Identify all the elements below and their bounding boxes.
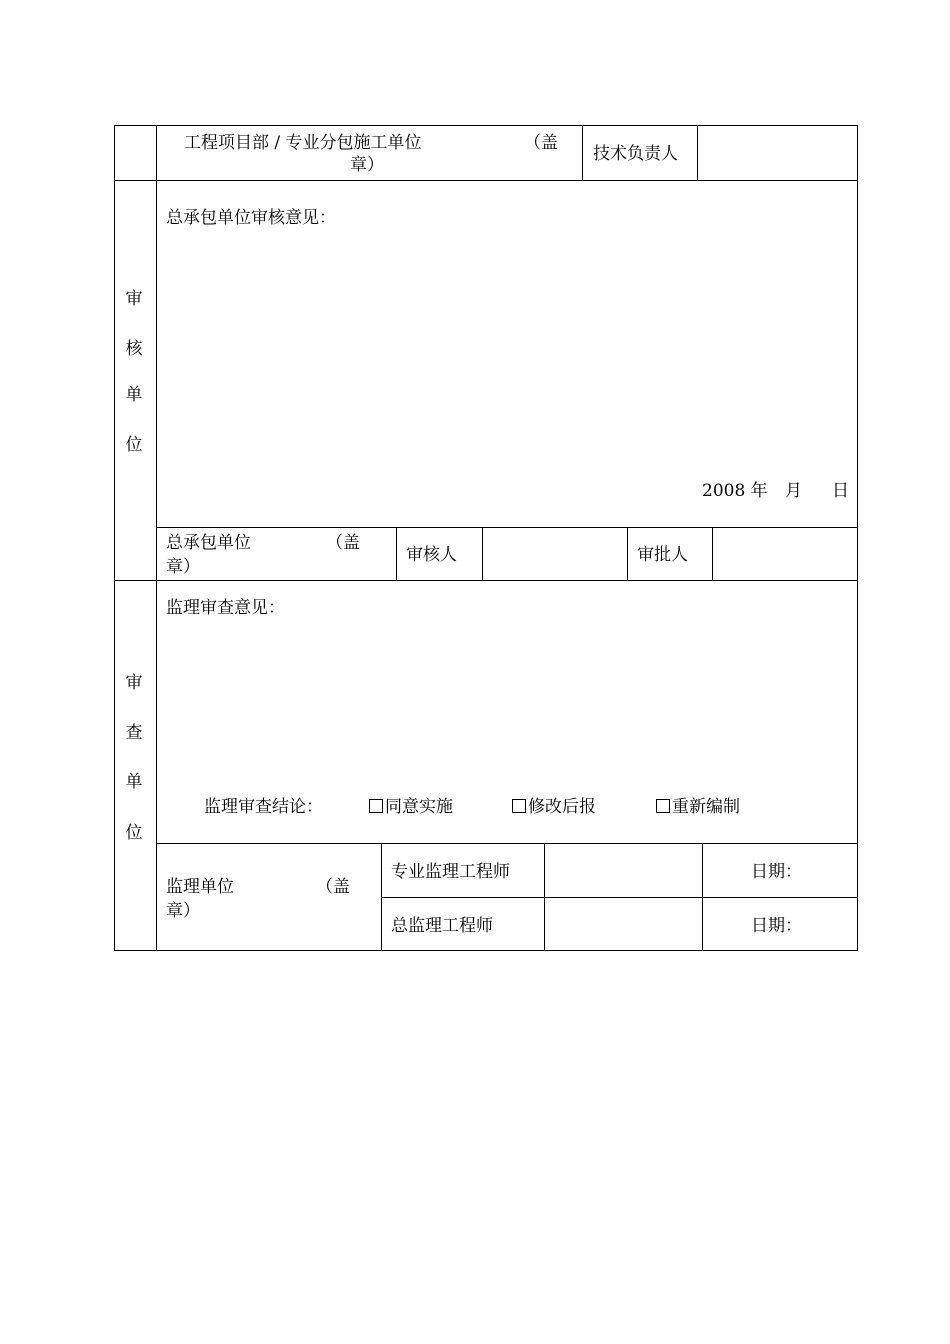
specialist-date-label: 日期： (751, 862, 802, 882)
inspection-side-char-3: 单 (125, 772, 143, 792)
supervisor-seal-close: 章） (166, 901, 200, 921)
option-agree-label: 同意实施 (385, 797, 453, 817)
inspection-side-char-1: 审 (125, 673, 143, 693)
frame-top (114, 125, 858, 126)
unit-label: 工程项目部 / 专业分包施工单位 (184, 133, 422, 153)
checkbox-agree[interactable] (369, 799, 383, 813)
tech-lead-value[interactable] (708, 143, 848, 165)
seal-close: 章） (350, 155, 384, 175)
option-revise-label: 修改后报 (528, 797, 596, 817)
review-divider-a (396, 527, 397, 581)
review-side-char-3: 单 (125, 385, 143, 405)
review-divider-c (627, 527, 628, 581)
review-side-char-2: 核 (125, 339, 143, 359)
option-agree[interactable] (369, 796, 453, 818)
frame-bottom (114, 950, 858, 951)
row1-divider-a (582, 125, 583, 181)
contractor-seal-open: （盖 (326, 533, 360, 553)
row1-divider-b (697, 125, 698, 181)
inspection-side-char-2: 查 (125, 723, 143, 743)
review-side-char-1: 审 (125, 289, 143, 309)
approver-value[interactable] (722, 544, 847, 566)
inspection-divider-b (544, 843, 545, 951)
inspection-divider-a (381, 843, 382, 951)
supervisor-seal-open: （盖 (316, 877, 350, 897)
chief-date-label: 日期： (751, 916, 802, 936)
option-revise[interactable] (512, 796, 596, 818)
inspection-divider-c (702, 843, 703, 951)
reviewer-value[interactable] (492, 544, 617, 566)
inspection-opinion-label: 监理审查意见： (166, 598, 285, 618)
contractor-seal-close: 章） (166, 557, 200, 577)
approver-label: 审批人 (637, 545, 688, 565)
checkbox-redo[interactable] (656, 799, 670, 813)
reviewer-label: 审核人 (406, 545, 457, 565)
contractor-label: 总承包单位 (166, 533, 251, 553)
supervisor-label: 监理单位 (166, 877, 234, 897)
inspection-sign-middle (381, 897, 858, 898)
review-opinion-label: 总承包单位审核意见： (166, 208, 336, 228)
frame-right (857, 125, 858, 951)
checkbox-revise[interactable] (512, 799, 526, 813)
inspection-side-char-4: 位 (125, 823, 143, 843)
inspection-inner-line (156, 843, 858, 844)
chief-value[interactable] (554, 915, 694, 937)
review-section-bottom (114, 580, 858, 581)
specialist-label: 专业监理工程师 (391, 862, 510, 882)
review-date-year: 2008 年 (702, 481, 768, 501)
review-divider-d (712, 527, 713, 581)
chief-label: 总监理工程师 (391, 916, 493, 936)
review-divider-b (482, 527, 483, 581)
frame-row1-bottom (114, 180, 858, 181)
option-redo-label: 重新编制 (672, 797, 740, 817)
review-inner-line (156, 527, 858, 528)
review-side-char-4: 位 (125, 435, 143, 455)
option-redo[interactable] (656, 796, 740, 818)
tech-lead-label: 技术负责人 (593, 144, 678, 164)
inspection-conclusion-label: 监理审查结论： (204, 797, 323, 817)
seal-open: （盖 (524, 133, 558, 153)
review-date-month: 月 (785, 481, 802, 501)
review-date-day: 日 (832, 481, 849, 501)
side-column-line (156, 125, 157, 951)
specialist-value[interactable] (554, 861, 694, 883)
